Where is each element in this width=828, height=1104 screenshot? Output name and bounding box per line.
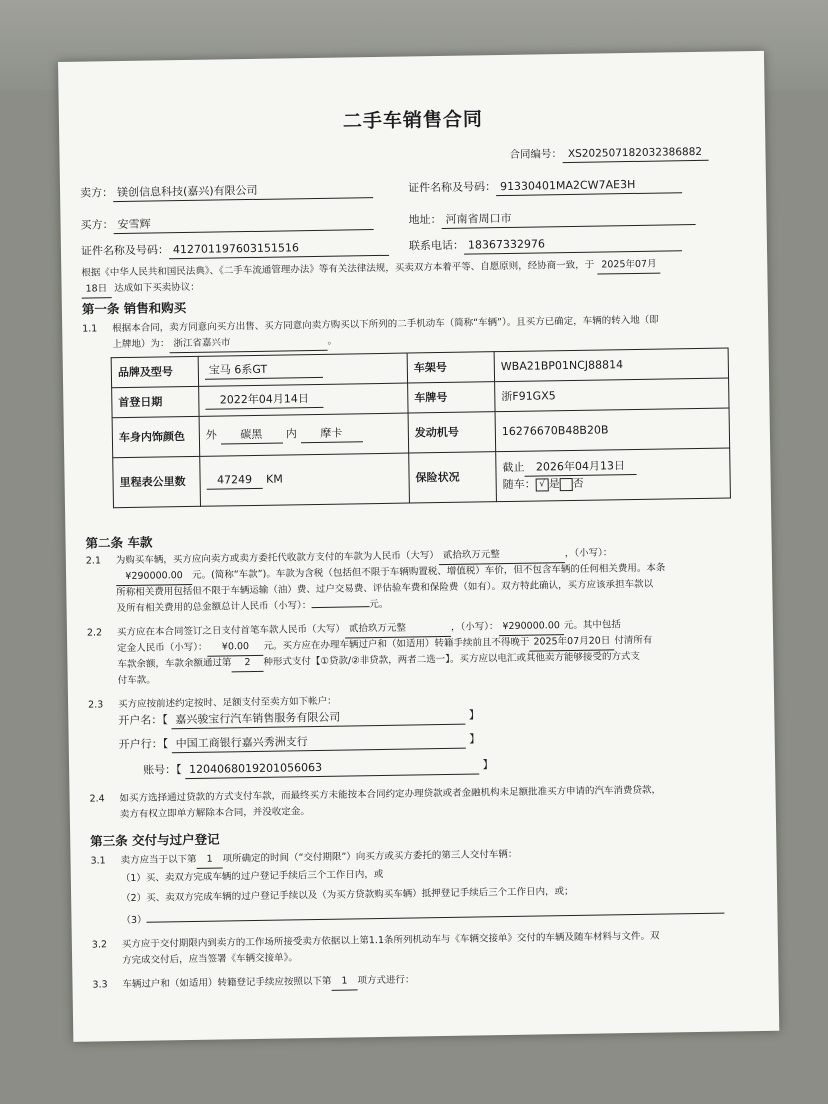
brand-value: 宝马 6系GT [198, 353, 407, 386]
reg-date-value: 2022年04月14日 [199, 383, 408, 416]
buyer-id-row: 证件名称及号码： 412701197603151516 [81, 239, 389, 261]
phone-row: 联系电话： 18367332976 [409, 234, 682, 255]
seller-row: 卖方： 镁创信息科技(嘉兴)有限公司 [80, 181, 373, 203]
address-row: 地址： 河南省周口市 [408, 208, 695, 230]
mileage-label: 里程表公里数 [113, 456, 201, 507]
mileage-value: 47249 KM [200, 453, 410, 506]
clause-2-3: 2.3 买方应按前述约定按时、足额支付至卖方如下帐户： [88, 695, 337, 711]
vin-value: WBA21BP01NCJ88814 [494, 348, 728, 382]
clause-2-1: 2.1 为购买车辆，买方应向卖方或卖方委托代收款方支付的车款为人民币（大写） 贰拾玖万元整 ，（小写）： [85, 547, 613, 567]
vehicle-table [111, 348, 731, 509]
no-checkbox[interactable] [560, 477, 573, 490]
contract-number: 合同编号： XS202507182032386882 [509, 144, 708, 164]
clause-3-3: 3.3 车辆过户和（如适用）转籍登记手续应按照以下第 1 项方式进行： [92, 974, 415, 991]
insurance-label: 保险状况 [409, 452, 497, 503]
clause-2-1-c: 所称相关费用包括但不限于车辆运输（油）费、过户交易费、评估验车费和保险费（如有）。双方特此确认，买方应该承担车款以 [116, 578, 654, 599]
clause-2-1-b: ¥290000.00 元。(简称“车款”)。车款为含税（包括但不限于车辆购置税、增值税）车价，但不包含车辆的任何相关费用。本条 [116, 561, 665, 587]
article-3-heading: 第三条 交付与过户登记 [90, 831, 220, 849]
clause-1-1: 1.1 根据本合同，卖方同意向买方出售、买方同意向卖方购买以下所列的二手机动车（简称“车辆”）。且买方已确定，车辆的转入地（即 [82, 314, 659, 335]
bank-row: 开户行：【 中国工商银行嘉兴秀洲支行 】 [119, 731, 481, 754]
clause-2-4: 2.4 如买方选择通过贷款的方式支付车款，而最终买方未能按本合同约定办理贷款或者金融机构未足额批准买方申请的汽车消费贷款， [89, 784, 662, 805]
preamble-line-1: 根据《中华人民共和国民法典》、《二手车流通管理办法》等有关法律法规，买卖双方本着平等、自愿原则，经协商一致，于 2025年07月 [81, 257, 661, 283]
clause-3-1-option-2: （2）买、卖双方完成车辆的过户登记手续以及（为买方贷款购买车辆）抵押登记手续后三个工作日内，或； [121, 886, 574, 905]
account-number-row: 账号：【 1204068019201056063 】 [143, 757, 494, 780]
plate-label: 车牌号 [408, 382, 495, 413]
clause-2-2: 2.2 买方应在本合同签订之日支付首笔车款人民币（大写） 贰拾玖万元整 ，（小写）： ¥290000.00 元。其中包括 [86, 619, 621, 639]
table-row [113, 448, 731, 508]
contract-page [58, 51, 779, 1042]
reg-date-label: 首登日期 [112, 386, 199, 417]
engine-value: 16276670B48B20B [495, 408, 730, 452]
clause-3-1-option-1: （1）买、卖双方完成车辆的过户登记手续后三个工作日内，或 [120, 868, 384, 885]
article-2-heading: 第二条 车款 [85, 534, 153, 551]
brand-label: 品牌及型号 [111, 356, 198, 387]
clause-2-2-b: 定金人民币（小写）： ¥0.00 元。买方应在办理车辆过户和（如适用）转籍手续前且不得晚于 2025年07月20日 付清所有 [117, 633, 652, 658]
clause-2-2-c: 车款余额，车款余额通过第 2 种形式支付【①贷款/②非贷款，两者二选一】。买方应以电汇或其他卖方能够接受的方式支 [117, 649, 640, 674]
clause-2-1-d: 及所有相关费用的总金额总计人民币（小写）： 元。 [116, 598, 389, 615]
clause-2-4-b: 卖方有权立即单方解除本合同，并没收定金。 [119, 806, 310, 821]
plate-value: 浙F91GX5 [495, 378, 729, 412]
clause-3-1: 3.1 卖方应当于以下第 1 项所确定的时间（“交付期限”）向买方或买方委托的第三人交付车辆： [90, 847, 517, 871]
clause-3-2-b: 方完成交付后，应当签署《车辆交接单》。 [122, 952, 298, 967]
engine-label: 发动机号 [408, 412, 496, 453]
preamble-line-2: 18日 达成如下买卖协议： [81, 280, 199, 299]
document-title: 二手车销售合同 [342, 108, 484, 133]
clause-1-1-place: 上牌地）为： 浙江省嘉兴市 。 [112, 334, 337, 355]
vin-label: 车架号 [407, 352, 494, 383]
article-1-heading: 第一条 销售和购买 [81, 300, 187, 317]
clause-2-2-d: 付车款。 [117, 674, 156, 687]
yes-checkbox[interactable]: √ [536, 478, 549, 491]
account-name-row: 开户名：【 嘉兴骏宝行汽车销售服务有限公司 】 [118, 707, 480, 730]
insurance-value: 截止 2026年04月13日 随车： √ 是 否 [496, 448, 731, 502]
clause-3-2: 3.2 买方应于交付期限内到卖方的工作场所接受卖方依据以上第1.1条所列机动车与《车辆交接单》交付的车辆及随车材料与文件。双 [91, 930, 660, 951]
buyer-row: 买方： 安雪辉 [80, 213, 373, 235]
color-label: 车身内饰颜色 [112, 416, 200, 457]
seller-id-row: 证件名称及号码： 91330401MA2CW7AE3H [408, 176, 682, 197]
clause-3-1-option-3: （3） [121, 904, 724, 929]
color-value: 外 碳黑 内 摩卡 [199, 413, 409, 456]
